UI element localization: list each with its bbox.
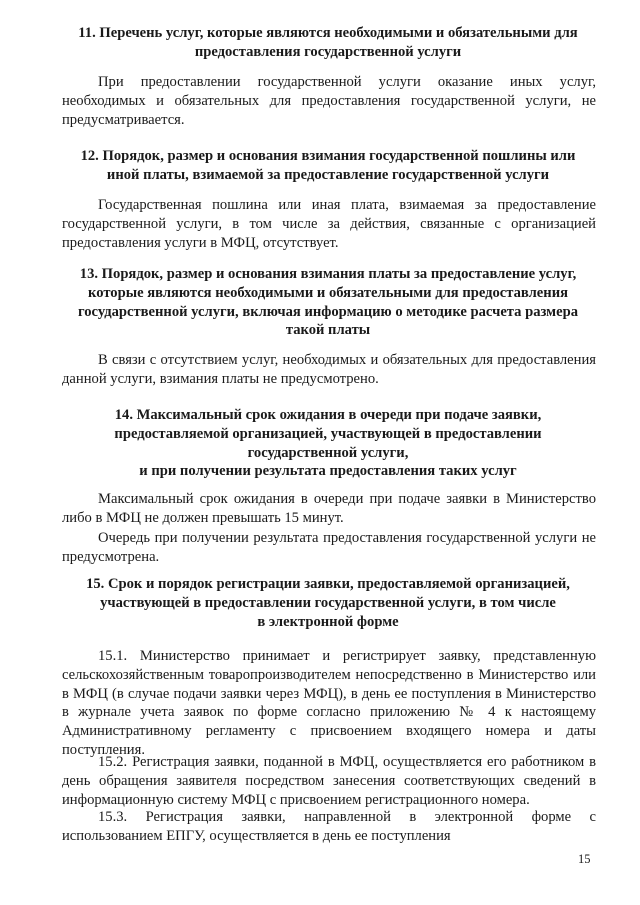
heading-line: государственной услуги, xyxy=(247,444,409,461)
section-14-paragraph: Максимальный срок ожидания в очереди при подаче заявки в Министерство либо в МФЦ не должен превышать 15 минут. xyxy=(62,491,596,526)
heading-line: 11. Перечень услуг, которые являются необходимыми и обязательными для xyxy=(78,25,578,41)
heading-line: иной платы, взимаемой за предоставление государственной услуги xyxy=(106,166,550,183)
heading-line: 12. Порядок, размер и основания взимания государственной пошлины или xyxy=(80,148,576,164)
heading-line: такой платы xyxy=(285,322,371,339)
section-14-heading xyxy=(48,406,608,481)
section-11-paragraph: При предоставлении государственной услуги оказание иных услуг, необходимых и обязательных для предоставления государственной услуги, не предусматривается. xyxy=(62,74,596,128)
heading-line: 14. Максимальный срок ожидания в очереди при подаче заявки, xyxy=(114,407,542,423)
heading-line: и при получении результата предоставления таких услуг xyxy=(139,463,517,480)
heading-line: государственной услуги, включая информацию о методике расчета размера xyxy=(77,303,579,320)
section-13-heading xyxy=(48,265,608,340)
section-15-paragraph: 15.1. Министерство принимает и регистрирует заявку, представленную сельскохозяйственным товаропроизводителем непосредственно в Министерство или в МФЦ (в случае подачи заявки через МФЦ), в день ее поступления в Министерство в журнале учета заявок по форме согласно приложению № 4 к настоящему Административному регламенту с присвоением входящего номера и даты поступления. xyxy=(62,648,596,758)
section-12-paragraph: Государственная пошлина или иная плата, взимаемая за предоставление государственной услуги, в том числе за действия, связанные с организацией предоставления услуги в МФЦ, отсутствует. xyxy=(62,197,596,251)
heading-line: 15. Срок и порядок регистрации заявки, предоставляемой организацией, xyxy=(86,576,570,592)
heading-line: которые являются необходимыми и обязательными для предоставления xyxy=(88,284,568,301)
page-number: 15 xyxy=(578,852,591,866)
section-15-paragraph: 15.3. Регистрация заявки, направленной в электронной форме с использованием ЕПГУ, осуществляется в день ее поступления xyxy=(62,809,596,844)
section-13-paragraph: В связи с отсутствием услуг, необходимых и обязательных для предоставления данной услуги, взимания платы не предусмотрено. xyxy=(62,352,596,387)
heading-line: в электронной форме xyxy=(257,613,399,630)
section-12-heading xyxy=(48,147,608,185)
heading-line: предоставления государственной услуги xyxy=(194,43,462,60)
section-15-heading xyxy=(48,575,608,631)
heading-line: участвующей в предоставлении государственной услуги, в том числе xyxy=(100,594,556,611)
section-14-paragraph: Очередь при получении результата предоставления государственной услуги не предусмотрена. xyxy=(62,530,596,565)
heading-line: 13. Порядок, размер и основания взимания платы за предоставление услуг, xyxy=(79,266,577,282)
heading-line: предоставляемой организацией, участвующей в предоставлении xyxy=(114,425,542,442)
section-15-paragraph: 15.2. Регистрация заявки, поданной в МФЦ, осуществляется его работником в день обращения заявителя посредством занесения соответствующих сведений в информационную систему МФЦ с присвоением регистрационного номера. xyxy=(62,754,596,808)
section-11-heading xyxy=(48,24,608,62)
